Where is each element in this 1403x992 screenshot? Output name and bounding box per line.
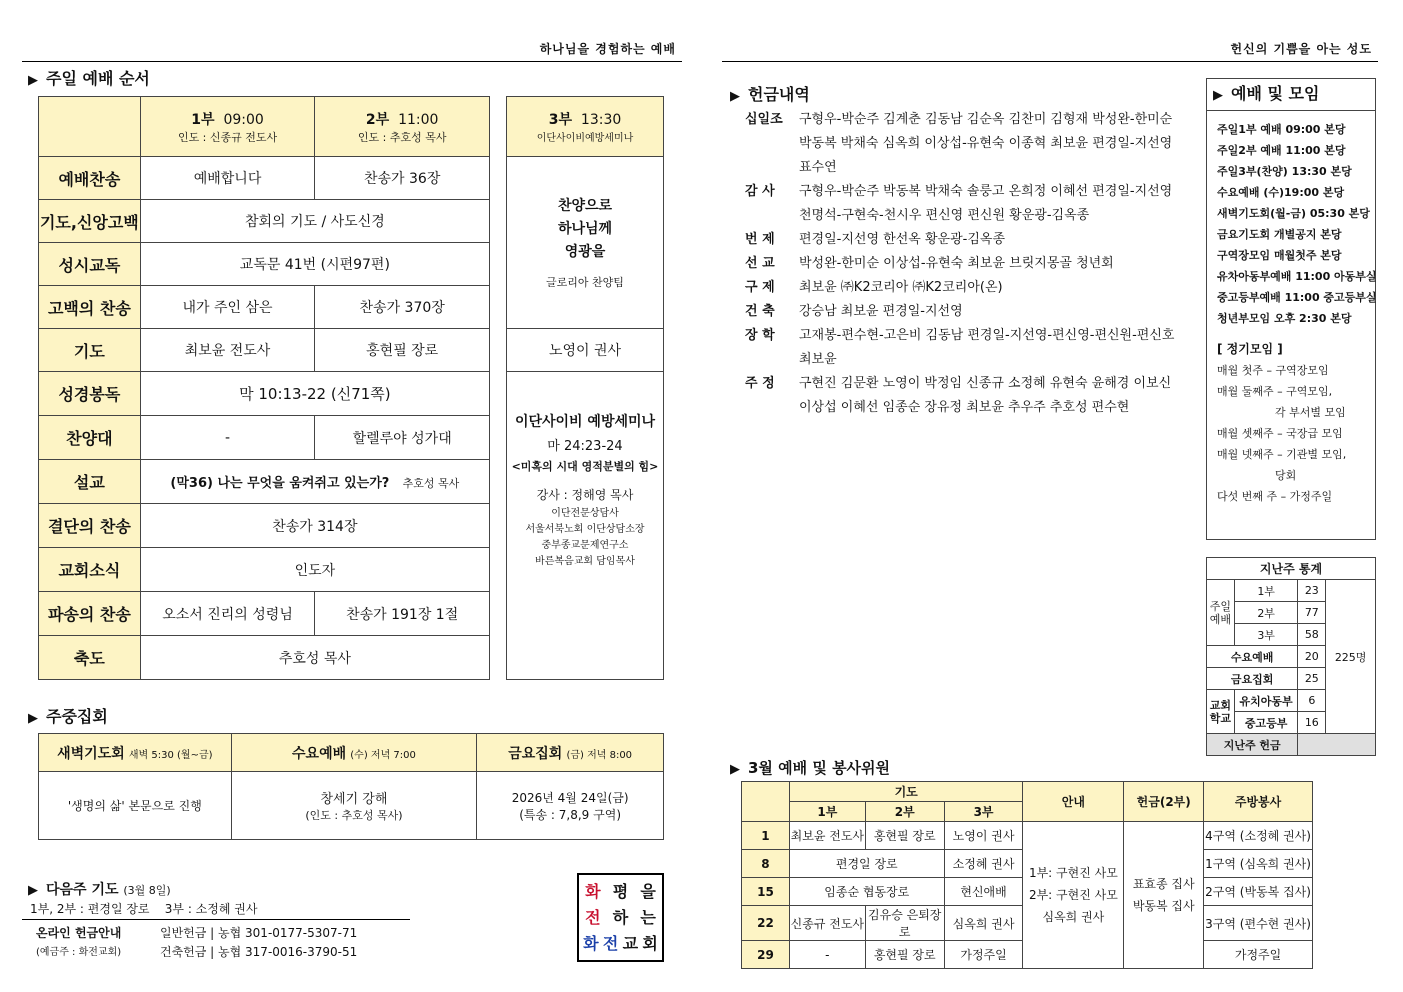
offering-row: 십일조 구형우-박순주 김계춘 김동남 김순옥 김찬미 김형재 박성완-한미순 박동복 박채숙 심옥희 이상섭-유현숙 이종혁 최보윤 편경일-지선영 표수연 <box>745 112 1173 175</box>
sunday-order-table <box>38 96 490 680</box>
march-table: 기도 안내 헌금(2부) 주방봉사 1부 2부 3부 1 최보윤 전도사 홍현필 장로 노영이 권사 1부: 구현진 사모 2부: 구현진 사모 심옥희 권사 표효종 집사 박동복 집사 4구역 (소정혜 권사) 8 편경일 장로 소정혜 권사 1구역 (심옥희 권사) 15 임종순 협동장로 현신애배 2구역 (박동복 집사) 22 신종규 전도사 김유승 은퇴장로 심옥희 권사 3구역 (편수현 권사) 29 - 홍현필 장로 가정주일 가정주일 <box>741 781 1313 969</box>
right-header <box>722 38 1378 62</box>
table-row: 15 임종순 협동장로 현신애배 2구역 (박동복 집사) <box>742 878 1313 906</box>
list-item: 당회 <box>1275 469 1297 482</box>
church-motto-box: 화 평 을 전 하 는 화 전 교 회 <box>577 873 664 962</box>
stats-sunday-label: 주일예배 <box>1207 580 1235 646</box>
service-3-table <box>506 96 664 680</box>
stats-title: 지난주 통계 <box>1207 558 1376 580</box>
triangle-icon: ▶ <box>730 762 740 777</box>
table-row: 파송의 찬송 오소서 진리의 성령님 찬송가 191장 1절 <box>39 592 490 636</box>
triangle-icon: ▶ <box>28 73 38 88</box>
seminar-cell: 이단사이비 예방세미나 마 24:23-24 <미혹의 시대 영적분별의 힘> 강사 : 정해영 목사 이단전문상담사 서울서북노회 이단상담소장 중부종교문제연구소 바른복음교회 담임목사 <box>507 372 664 680</box>
weekday-fri-body: 2026년 4월 24일(금) (특송 : 7,8,9 구역) <box>477 772 664 840</box>
worship-items <box>1207 111 1375 507</box>
next-prayer-title: ▶ 다음주 기도 (3월 8일) <box>28 882 171 898</box>
table-row: 예배찬송 예배합니다 찬송가 36장 <box>39 157 490 200</box>
table-row: 29 - 홍현필 장로 가정주일 가정주일 <box>742 941 1313 969</box>
triangle-icon: ▶ <box>28 711 38 726</box>
list-item: 중고등부예배 11:00 중고등부실 <box>1217 291 1377 304</box>
table-row: 축도 추호성 목사 <box>39 636 490 680</box>
offering-row: 장 학 고재봉-편수현-고은비 김동남 편경일-지선영-편신영-편신원-편신호 최보윤 <box>745 328 1175 367</box>
table-row: 8 편경일 장로 소정혜 권사 1구역 (심옥희 권사) <box>742 850 1313 878</box>
table-row: 기도,신앙고백 참회의 기도 / 사도신경 <box>39 200 490 243</box>
table-row: 기도 최보윤 전도사 홍현필 장로 <box>39 329 490 372</box>
weekday-wed-header: 수요예배 (수) 저녁 7:00 <box>231 734 477 772</box>
offering-row: 선 교 박성완-한미순 이상섭-유현숙 최보윤 브릿지몽골 청년회 <box>745 256 1114 271</box>
service-2-header: 2부 11:00 인도 : 추호성 목사 <box>315 97 490 157</box>
table-row: 고백의 찬송 내가 주인 삼은 찬송가 370장 <box>39 286 490 329</box>
next-prayer-line: 1부, 2부 : 편경일 장로 3부 : 소정혜 권사 <box>30 902 258 916</box>
weekday-title: ▶ 주중집회 <box>28 707 108 726</box>
offering-row: 구 제 최보윤 ㈜K2코리아 ㈜K2코리아(온) <box>745 280 1003 295</box>
table-row: 22 신종규 전도사 김유승 은퇴장로 심옥희 권사 3구역 (편수현 권사) <box>742 906 1313 941</box>
praise-cell: 찬양으로 하나님께 영광을 글로리아 찬양팀 <box>507 157 664 329</box>
offer-cell: 표효종 집사 박동복 집사 <box>1124 822 1204 969</box>
right-header-text: 헌신의 기쁨을 아는 성도 <box>1230 42 1372 56</box>
triangle-icon: ▶ <box>28 883 38 898</box>
left-header-text: 하나님을 경험하는 예배 <box>539 42 676 56</box>
list-item: 매월 넷째주 – 기관별 모임, <box>1217 448 1347 461</box>
stats-table: 지난주 통계 주일예배 1부 23 225명 2부 77 3부 58 수요예배 20 금요집회 25 교회학교 유치아동부 6 중고등부 16 지난주 헌금 <box>1206 557 1376 756</box>
worship-box <box>1206 78 1376 540</box>
divider <box>22 919 410 920</box>
table-row: 찬양대 - 할렐루야 성가대 <box>39 416 490 460</box>
triangle-icon: ▶ <box>730 89 740 104</box>
weekday-fri-header: 금요집회 (금) 저녁 8:00 <box>477 734 664 772</box>
list-item: 매월 첫주 – 구역장모임 <box>1217 364 1329 377</box>
list-item: 다섯 번째 주 – 가정주일 <box>1217 490 1333 503</box>
service-1-header: 1부 09:00 인도 : 신종규 전도사 <box>140 97 315 157</box>
weekday-dawn-body: '생명의 삶' 본문으로 진행 <box>39 772 232 840</box>
list-item: 매월 셋째주 – 국장급 모임 <box>1217 427 1343 440</box>
offering-row: 주 정 구현진 김문환 노영이 박정임 신종규 소정혜 유현숙 윤해경 이보신 이상섭 이혜선 임종순 장유정 최보윤 추우주 추호성 편수현 <box>745 376 1172 415</box>
left-header <box>22 38 682 62</box>
weekday-wed-body: 창세기 강해 (인도 : 추호성 목사) <box>231 772 477 840</box>
offering-row: 번 제 편경일-지선영 한선옥 황운광-김옥종 <box>745 232 1006 247</box>
corner-cell <box>39 97 141 157</box>
online-offering: 온라인 헌금안내 일반헌금 | 농협 301-0177-5307-71 (예금주 : 화전교회) 건축헌금 | 농협 317-0016-3790-51 <box>36 926 358 959</box>
worship-title: ▶ 예배 및 모임 <box>1207 79 1375 111</box>
table-row: 성시교독 교독문 41번 (시편97편) <box>39 243 490 286</box>
guide-cell: 1부: 구현진 사모 2부: 구현진 사모 심옥희 권사 <box>1023 822 1124 969</box>
weekday-table <box>38 733 664 840</box>
weekday-dawn-header: 새벽기도회 새벽 5:30 (월~금) <box>39 734 232 772</box>
list-item: 수요예배 (수)19:00 본당 <box>1217 186 1345 199</box>
offering-row: 감 사 구형우-박순주 박동복 박채숙 솔룽고 온희정 이혜선 편경일-지선영 천명석-구현숙-천시우 편신영 편신원 황운광-김옥종 <box>745 184 1173 223</box>
offering-list <box>745 108 1183 420</box>
list-item: 유차아동부예배 11:00 아동부실 <box>1217 270 1377 283</box>
day-header <box>742 782 790 822</box>
list-item: 주일1부 예배 09:00 본당 <box>1217 123 1346 136</box>
offering-row: 건 축 강승남 최보윤 편경일-지선영 <box>745 304 963 319</box>
list-item: 청년부모임 오후 2:30 본당 <box>1217 312 1352 325</box>
table-row: 1 최보윤 전도사 홍현필 장로 노영이 권사 1부: 구현진 사모 2부: 구현진 사모 심옥희 권사 표효종 집사 박동복 집사 4구역 (소정혜 권사) <box>742 822 1313 850</box>
list-item: 금요기도회 개별공지 본당 <box>1217 228 1342 241</box>
sunday-order-title: ▶ 주일 예배 순서 <box>28 69 150 88</box>
table-row: 교회소식 인도자 <box>39 548 490 592</box>
stats-total: 225명 <box>1326 580 1376 734</box>
service-3-header: 3부 13:30 이단사이비예방세미나 <box>507 97 664 157</box>
list-item: 매월 둘째주 – 구역모임, <box>1217 385 1333 398</box>
list-item: 구역장모임 매월첫주 본당 <box>1217 249 1342 262</box>
prayer-3-cell: 노영이 권사 <box>507 329 664 372</box>
list-item: 각 부서별 모임 <box>1275 406 1346 419</box>
last-offering-label: 지난주 헌금 <box>1207 734 1298 756</box>
regular-title: [ 정기모임 ] <box>1217 342 1283 356</box>
last-offering-value <box>1298 734 1376 756</box>
sermon-cell: (막36) 나는 무엇을 움켜쥐고 있는가? 추호성 목사 <box>140 460 489 504</box>
service-header-row <box>39 97 490 157</box>
table-row: 설교 (막36) 나는 무엇을 움켜쥐고 있는가? 추호성 목사 <box>39 460 490 504</box>
list-item: 주일2부 예배 11:00 본당 <box>1217 144 1346 157</box>
list-item: 새벽기도회(월-금) 05:30 본당 <box>1217 207 1370 220</box>
march-title: ▶ 3월 예배 및 봉사위원 <box>730 759 891 777</box>
list-item: 주일3부(찬양) 13:30 본당 <box>1217 165 1352 178</box>
table-row: 성경봉독 막 10:13-22 (신71쪽) <box>39 372 490 416</box>
triangle-icon: ▶ <box>1213 88 1223 103</box>
table-row: 결단의 찬송 찬송가 314장 <box>39 504 490 548</box>
offering-title: ▶ 헌금내역 <box>730 85 810 104</box>
